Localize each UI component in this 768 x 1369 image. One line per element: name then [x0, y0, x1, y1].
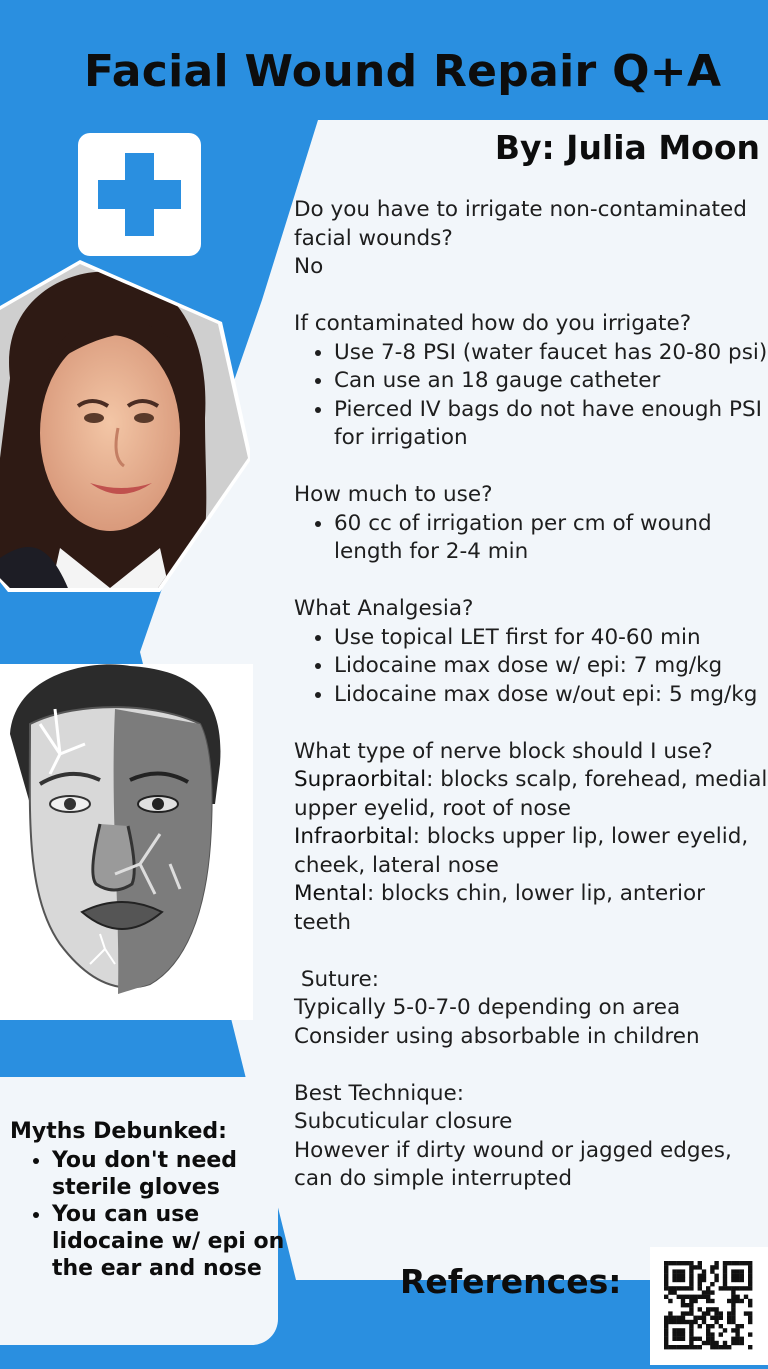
suture-line: Consider using absorbable in children: [294, 1023, 700, 1049]
list-item: • Can use an 18 gauge catheter: [334, 367, 768, 396]
qa-content: [294, 196, 768, 1194]
suture-line: Typically 5-0-7-0 depending on area: [294, 995, 681, 1020]
question-irrigate: Do you have to irrigate non-contaminated facial wounds?: [294, 197, 747, 251]
page-title: Facial Wound Repair Q+A: [84, 46, 722, 97]
answer-irrigate: No: [294, 254, 324, 279]
question-amount: How much to use?: [294, 482, 493, 507]
list-item: • 60 cc of irrigation per cm of wound length for 2-4 min: [334, 510, 768, 567]
qr-code[interactable]: [650, 1247, 768, 1365]
question-suture: Suture:: [294, 966, 380, 992]
list-item: • Use 7-8 PSI (water faucet has 20-80 psi): [334, 339, 768, 368]
question-nerve-block: What type of nerve block should I use?: [294, 738, 713, 764]
myths-title: Myths Debunked:: [10, 1119, 227, 1144]
list-item: • You don't need sterile gloves: [52, 1147, 304, 1201]
technique-line: Subcuticular closure: [294, 1109, 513, 1134]
author-byline: By: Julia Moon: [494, 128, 760, 167]
nerve-block-infraorbital: Infraorbital: blocks upper lip, lower eyelid, cheek, lateral nose: [294, 824, 749, 878]
list-item: • Use topical LET first for 40-60 min: [334, 624, 768, 653]
contaminated-list: [294, 339, 768, 453]
question-technique: Best Technique:: [294, 1080, 464, 1106]
list-item: • You can use lidocaine w/ epi on the ear and nose: [52, 1201, 304, 1282]
references-label: References:: [400, 1262, 622, 1301]
list-item: • Lidocaine max dose w/out epi: 5 mg/kg: [334, 681, 768, 710]
amount-list: [294, 510, 768, 567]
analgesia-list: [294, 624, 768, 710]
nerve-block-supraorbital: Supraorbital: blocks scalp, forehead, medial upper eyelid, root of nose: [294, 767, 768, 821]
technique-line: However if dirty wound or jagged edges, can do simple interrupted: [294, 1137, 732, 1191]
author-portrait: [0, 258, 250, 593]
question-analgesia: What Analgesia?: [294, 596, 474, 621]
face-nerve-sketch: [0, 664, 253, 1020]
myths-list: [14, 1147, 304, 1282]
medical-cross-icon: [78, 133, 201, 256]
nerve-block-mental: Mental: blocks chin, lower lip, anterior teeth: [294, 881, 706, 935]
list-item: • Lidocaine max dose w/ epi: 7 mg/kg: [334, 652, 768, 681]
myths-debunked-box: [0, 1077, 285, 1345]
list-item: • Pierced IV bags do not have enough PSI for irrigation: [334, 396, 768, 453]
question-contaminated: If contaminated how do you irrigate?: [294, 311, 692, 336]
